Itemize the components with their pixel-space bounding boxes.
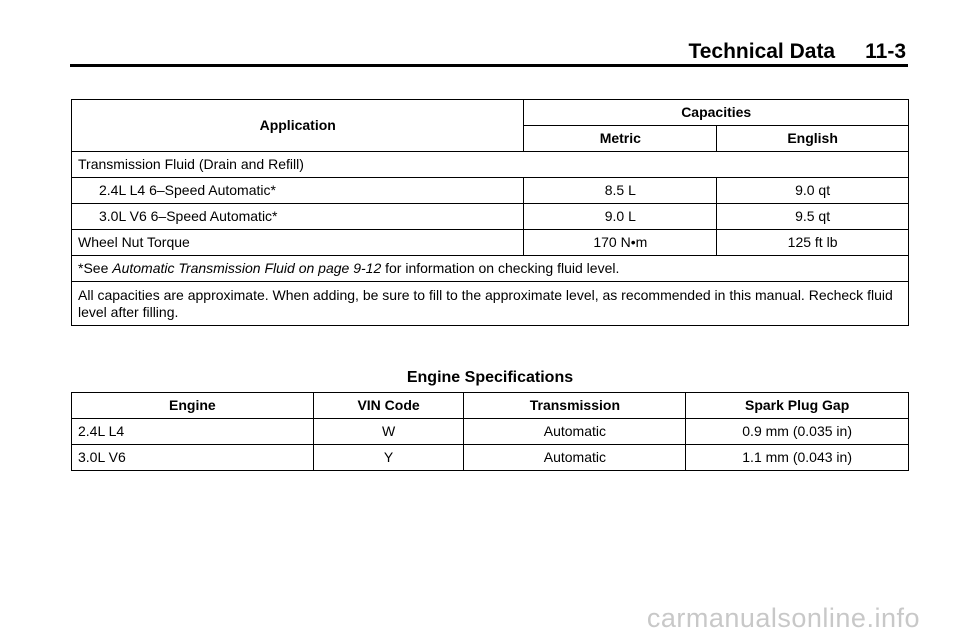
application-header: Application [72,100,524,152]
spark-plug-gap-cell: 1.1 mm (0.043 in) [686,445,909,471]
footnote [72,256,909,282]
section-title: Engine Specifications [406,369,574,386]
capacities-table [71,99,909,326]
footnote-prefix: *See [78,260,113,276]
transmission-header: Transmission [464,393,686,419]
english-header: English [717,126,909,152]
capacities-header: Capacities [524,100,909,126]
row-metric: 170 N•m [524,230,717,256]
table-row [72,178,909,204]
table-row [72,445,909,471]
row-application: Transmission Fluid (Drain and Refill) [72,152,909,178]
header-rule [70,64,908,67]
footnote-row [72,256,909,282]
note-row [72,282,909,326]
table-row [72,204,909,230]
page-title: Technical Data [688,40,836,63]
row-application: 2.4L L4 6–Speed Automatic* [72,178,524,204]
footnote-link[interactable]: Automatic Transmission Fluid on page 9-12 [112,260,382,276]
transmission-cell: Automatic [464,445,686,471]
spark-plug-gap-cell: 0.9 mm (0.035 in) [686,419,909,445]
vin-code-cell: W [313,419,464,445]
footnote-suffix: for information on checking fluid level. [381,260,620,276]
vin-code-header: VIN Code [313,393,464,419]
spark-plug-gap-header: Spark Plug Gap [686,393,909,419]
engine-specs-table [71,392,909,471]
row-application: 3.0L V6 6–Speed Automatic* [72,204,524,230]
watermark: carmanualsonline.info [646,603,920,633]
row-metric: 8.5 L [524,178,717,204]
table-row [72,230,909,256]
vin-code-cell: Y [313,445,464,471]
metric-header: Metric [524,126,717,152]
transmission-cell: Automatic [464,419,686,445]
engine-cell: 2.4L L4 [72,419,314,445]
row-application: Wheel Nut Torque [72,230,524,256]
page-header [688,40,906,64]
capacities-note: All capacities are approximate. When adding, be sure to fill to the approximate level, as recommended in this manual. Recheck fluid level after filling. [72,282,909,326]
row-english: 9.0 qt [717,178,909,204]
row-english: 9.5 qt [717,204,909,230]
page-number: 11-3 [865,40,906,63]
table-row [72,152,909,178]
table-row [72,419,909,445]
engine-header: Engine [72,393,314,419]
engine-cell: 3.0L V6 [72,445,314,471]
row-metric: 9.0 L [524,204,717,230]
row-english: 125 ft lb [717,230,909,256]
